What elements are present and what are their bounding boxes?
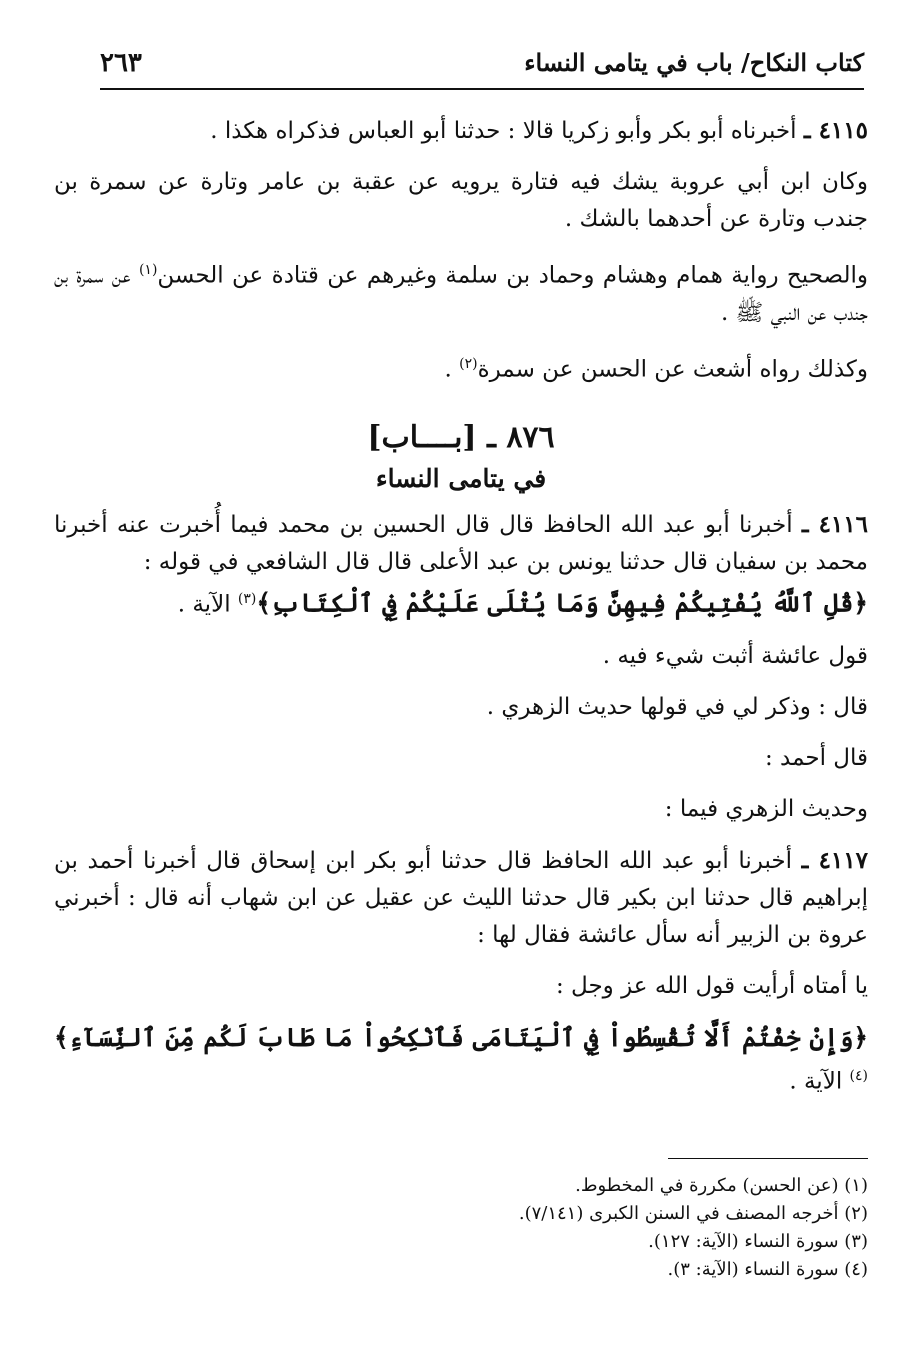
- paragraph-text: الآية .: [177, 591, 238, 618]
- page-header: [100, 38, 864, 90]
- verse-text: ﴿وَإِنْ خِفْتُمْ أَلَّا تُقْسِطُواْ فِي ٱلْيَتَامَى فَٱنْكِحُواْ مَا طَابَ لَكُم مِّنَ ٱلنِّسَآءِ﴾: [54, 1022, 868, 1052]
- paragraph-text: أخبرناه أبو بكر وأبو زكريا قالا : حدثنا أبو العباس فذكراه هكذا .: [210, 118, 804, 144]
- paragraph: وحديث الزهري فيما :: [664, 795, 868, 822]
- page-body: [54, 112, 868, 1101]
- footnote: (٤) سورة النساء (الآية: ٣).: [667, 1259, 868, 1280]
- running-head: كتاب النكاح/ باب في يتامى النساء: [524, 48, 864, 77]
- paragraph-text: والصحيح رواية همام وهشام وحماد بن سلمة وغيرهم عن قتادة عن الحسن: [157, 262, 869, 289]
- hadith-number: ٤١١٥ ـ: [803, 117, 868, 144]
- paragraph-text: أخبرنا أبو عبد الله الحافظ قال حدثنا أبو بكر ابن إسحاق قال أخبرنا أحمد بن إبراهيم قال حدثنا ابن بكير قال حدثنا الليث عن عقيل عن ابن شهاب أنه قال : أخبرني عروة بن الزبير أنه سأل عائشة فقال لها :: [54, 847, 868, 948]
- paragraph-text: .: [444, 356, 460, 383]
- paragraph: قول عائشة أثبت شيء فيه .: [602, 642, 868, 669]
- footnote-ref: (٣): [237, 591, 257, 608]
- paragraph: قال أحمد :: [764, 744, 868, 771]
- footnote-divider: [668, 1158, 868, 1159]
- footnote-ref: (١): [138, 262, 158, 278]
- footnote-ref: (٢): [459, 355, 478, 372]
- paragraph: قال : وذكر لي في قولها حديث الزهري .: [486, 693, 868, 720]
- chapter-subtitle: في يتامى النساء: [375, 464, 547, 494]
- footnote: (٢) أخرجه المصنف في السنن الكبرى (٧/١٤١).: [518, 1203, 868, 1224]
- hadith-number: ٤١١٧ ـ: [801, 846, 868, 874]
- hadith-number: ٤١١٦ ـ: [801, 511, 868, 539]
- verse-text: ﴿قُلِ ٱللَّهُ يُفْتِيكُمْ فِيهِنَّ وَمَا يُتْلَى عَلَيْكُمْ فِي ٱلْكِتَابِ﴾: [256, 588, 868, 618]
- paragraph-text: أخبرنا أبو عبد الله الحافظ قال قال الحسين بن محمد فيما أُخبرت عنه أخبرنا محمد بن سفيان قال حدثنا يونس بن عبد الأعلى قال قال الشافعي في قوله :: [54, 512, 868, 576]
- quran-verse: [54, 581, 868, 624]
- paragraph-text: الآية .: [789, 1068, 850, 1095]
- paragraph: وكان ابن أبي عروبة يشك فيه فتارة يرويه عن عقبة بن عامر وتارة عن سمرة بن جندب وتارة عن أحدهما بالشك .: [54, 169, 868, 232]
- footnotes: [54, 1172, 868, 1284]
- hadith-4116: [54, 506, 868, 581]
- hadith-4115: [54, 112, 868, 150]
- hadith-4117: [54, 842, 868, 954]
- paragraph: يا أمتاه أرأيت قول الله عز وجل :: [555, 972, 868, 999]
- paragraph: [54, 252, 868, 332]
- page-number: ٢٦٣: [100, 48, 142, 78]
- paragraph-text: وكذلك رواه أشعث عن الحسن عن سمرة: [477, 356, 868, 383]
- quran-verse: [54, 1019, 868, 1101]
- footnote: (٣) سورة النساء (الآية: ١٢٧).: [648, 1231, 868, 1252]
- paragraph: [54, 346, 868, 389]
- footnote: (١) (عن الحسن) مكررة في المخطوط.: [575, 1175, 868, 1196]
- footnote-ref: (٤): [849, 1067, 868, 1084]
- chapter-title: ٨٧٦ ـ [بــــاب]: [367, 420, 555, 456]
- paragraph-text: عن سمرة بن جندب عن النبي ﷺ .: [54, 262, 868, 326]
